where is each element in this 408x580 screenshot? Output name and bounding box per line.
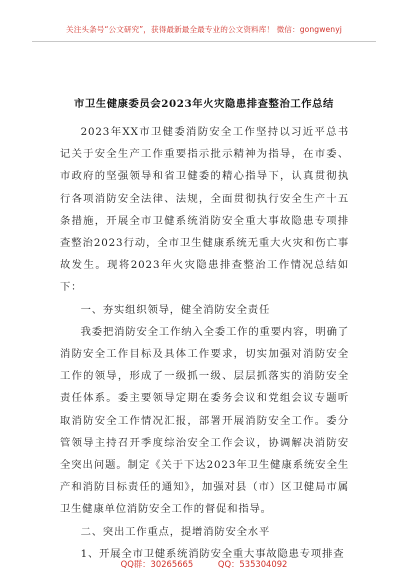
paragraph-section-1: 我委把消防安全工作纳入全委工作的重要内容，明确了消防安全工作目标及具体工作要求，切实加强对消防安全工作的领导，形成了一级抓一级、层层抓落实的消防安全责任体系。委主要领导定期在委务会议和党组会议专题听取消防安全工作情况汇报，部署开展消防安全工作。委分管领导主持召开季度综治安全工作会议，协调解决消防安全突出问题。制定《关于下达2023年卫生健康系统安全生产和消防目标责任的通知》，加强对县（市）区卫健局市属卫生健康单位消防安全工作的督促和指导。: [60, 325, 349, 516]
footer-qq-group: QQ群：30265665: [120, 559, 194, 569]
document-body: [60, 121, 349, 565]
header-banner: 关注头条号“公文研究”，获得最新最全最专业的公文资料库！ 微信：gongwenyj: [66, 25, 342, 34]
footer-qq-number: QQ：535304092: [217, 559, 288, 569]
header-divider: [32, 41, 376, 42]
paragraph-intro: 2023年XX市卫健委消防安全工作坚持以习近平总书记关于安全生产工作重要指示批示精神为指导，在市委、市政府的坚强领导和省卫健委的精心指导下，认真贯彻执行各项消防安全法律、法规，全面贯彻执行安全生产十五条措施，开展全市卫健系统消防安全重大事故隐患专项排查整治2023行动，全市卫生健康系统无重大火灾和伤亡事故发生。现将2023年火灾隐患排查整治工作情况总结如下：: [60, 126, 349, 294]
paragraph-item-1: 1、开展全市卫健系统消防安全重大事故隐患专项排查: [80, 547, 345, 560]
footer-contact: [0, 558, 408, 570]
section-heading-2: 二、突出工作重点，提增消防安全水平: [80, 525, 271, 538]
document-title: 市卫生健康委员会2023年火灾隐患排查整治工作总结: [74, 98, 334, 110]
section-heading-1: 一、夯实组织领导，健全消防安全责任: [80, 303, 271, 316]
